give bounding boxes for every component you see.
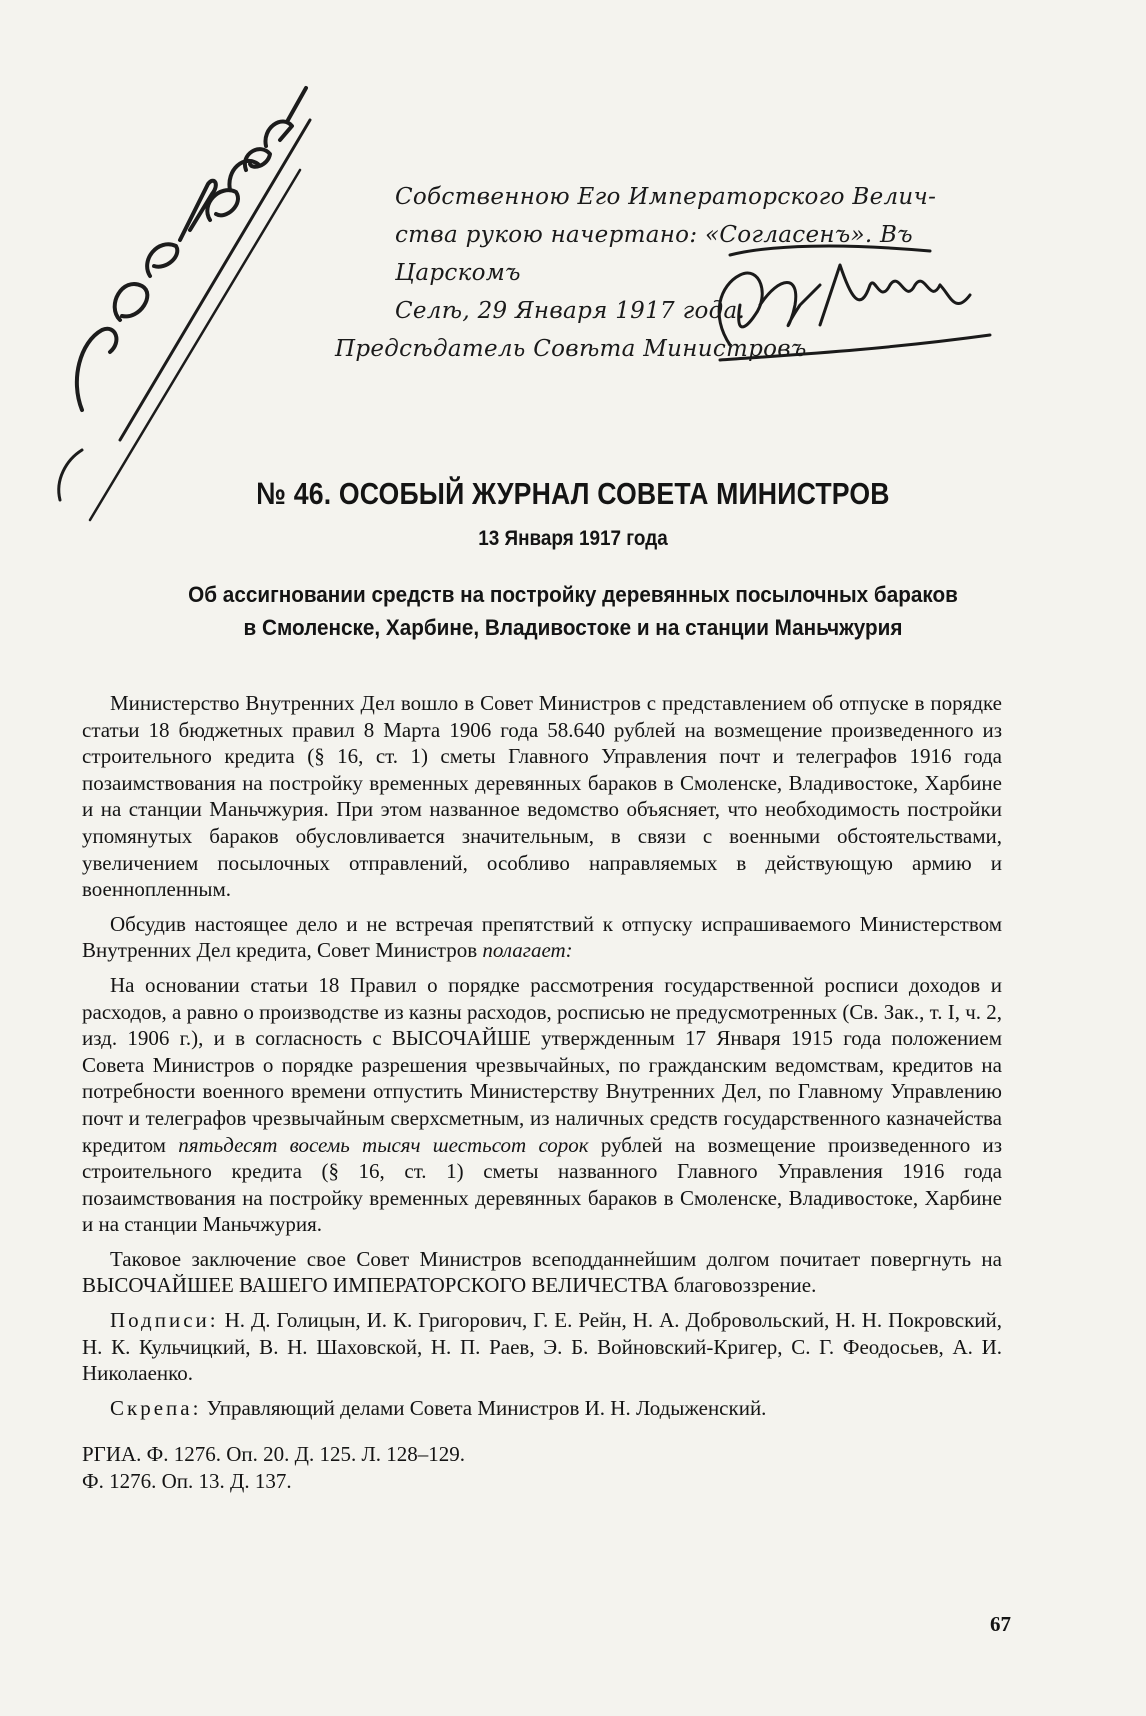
paragraph <box>82 911 1002 964</box>
document-date: 13 Января 1917 года <box>478 527 668 550</box>
handwritten-signature-image <box>700 235 1000 375</box>
paragraph <box>82 972 1002 1238</box>
handwritten-resolution-image <box>30 80 330 540</box>
paragraph: Министерство Внутренних Дел вошло в Совет Министров с представлением об отпуске в порядке статьи 18 бюджетных правил 8 Марта 1906 года 58.640 рублей на возмещение произведенного из строительного кредита (§ 16, ст. 1) сметы Главного Управления почт и телеграфов 1916 года позаимствования на постройку временных деревянных бараков в Смоленске, Владивостоке, Харбине и на станции Маньчжурия. При этом названное ведомство объясняет, что необходимость постройки упомянутых бараков обусловливается значительным, в связи с военными обстоятельствами, увеличением посылочных отправлений, особливо направляемых в действующую армию и военнопленным. <box>82 691 1002 902</box>
paragraph-text: рублей на возмещение произведенного из строительного кредита (§ 16, ст. 1) сметы названного Главного Управления 1916 года позаимствования на постройку временных деревянных бараков в Смоленске, Владивостоке, Харбине и на станции Маньчжурия. <box>82 1132 1002 1237</box>
note-line: Предсѣдатель Совѣта Министровъ <box>335 336 807 362</box>
note-line: Селѣ, 29 Января 1917 года. <box>395 298 746 324</box>
archive-reference: Ф. 1276. Оп. 13. Д. 137. <box>82 1469 292 1493</box>
countersignature <box>82 1395 1002 1422</box>
signatures <box>82 1307 1002 1387</box>
subject-line: в Смоленске, Харбине, Владивостоке и на станции Маньчжурия <box>243 615 903 640</box>
note-line: Собственною Его Императорского Велич- <box>395 184 937 210</box>
countersignature-text: Управляющий делами Совета Министров И. Н. Лодыженский. <box>201 1395 767 1420</box>
countersignature-label: Скрепа: <box>110 1395 202 1420</box>
paragraph: Таковое заключение свое Совет Министров всеподданнейшим долгом почитает повергнуть на ВЫСОЧАЙШЕЕ ВАШЕГО ИМПЕРАТОРСКОГО ВЕЛИЧЕСТВА благовоззрение. <box>82 1246 1002 1298</box>
paragraph-emphasis: пятьдесят восемь тысяч шестьсот сорок <box>178 1132 589 1157</box>
document-title: № 46. ОСОБЫЙ ЖУРНАЛ СОВЕТА МИНИСТРОВ <box>256 476 890 511</box>
note-line: ства рукою начертано: «Согласенъ». Въ Царскомъ <box>395 222 913 286</box>
archive-references <box>82 1441 982 1495</box>
signatures-names: Н. Д. Голицын, И. К. Григорович, Г. Е. Рейн, Н. А. Добровольский, Н. Н. Покровский, Н. К. Кульчицкий, В. Н. Шаховской, Н. П. Раев, Э. Б. Войновский-Кригер, С. Г. Феодосьев, А. И. Николаенко. <box>82 1308 1002 1386</box>
page-number: 67 <box>990 1612 1011 1636</box>
paragraph-text: Обсудив настоящее дело и не встречая препятствий к отпуску испрашиваемого Министерством Внутренних Дел кредита, Совет Министров <box>82 911 1002 963</box>
signatures-label: Подписи: <box>110 1308 219 1333</box>
subject-line: Об ассигновании средств на постройку деревянных посылочных бараков <box>188 582 958 607</box>
paragraph-text: На основании статьи 18 Правил о порядке рассмотрения государственной росписи доходов и расходов, а равно о производстве из казны расходов, росписью не предусмотренных (Св. Зак., т. I, ч. 2, изд. 1906 г.), и в согласность с ВЫСОЧАЙШЕ утвержденным 17 Января 1915 года положением Совета Министров о порядке разрешения чрезвычайных, по гражданским ведомствам, кредитов на потребности военного времени отпустить Министерству Внутренних Дел, по Главному Управлению почт и телеграфов чрезвычайным сверхсметным, из наличных средств государственного казначейства кредитом <box>82 972 1003 1157</box>
document-body <box>82 690 1002 1429</box>
document-subject <box>46 578 1100 644</box>
paragraph-emphasis: полагает: <box>482 938 573 963</box>
archive-reference: РГИА. Ф. 1276. Оп. 20. Д. 125. Л. 128–129. <box>82 1442 465 1466</box>
